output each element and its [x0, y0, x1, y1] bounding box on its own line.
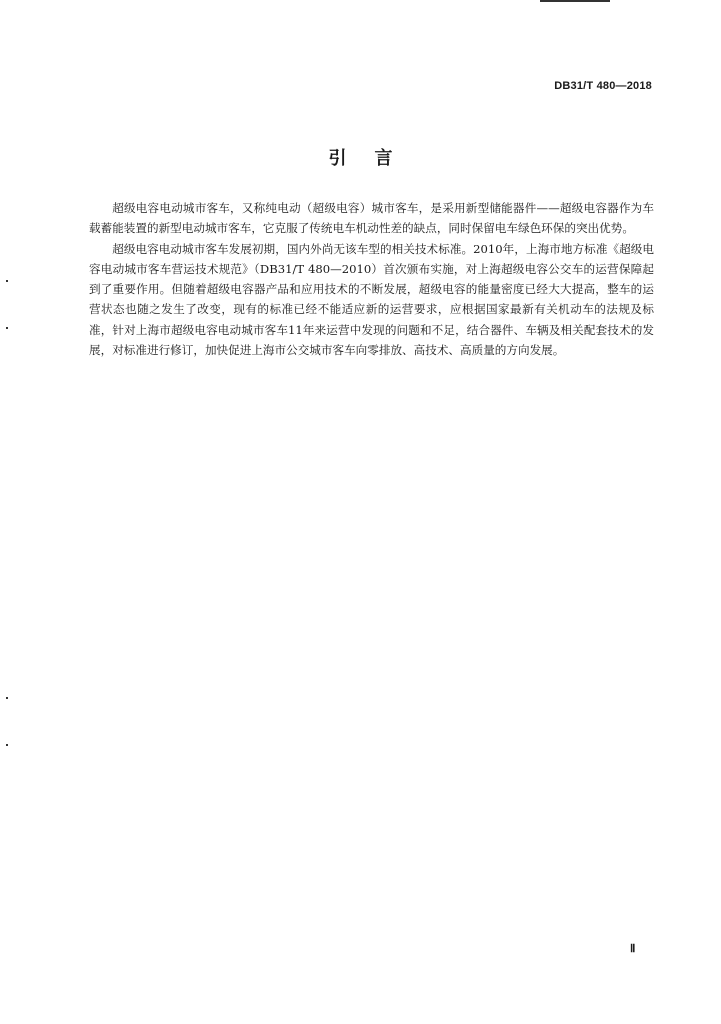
scan-mark-left: [6, 327, 8, 329]
scan-mark-left: [6, 744, 8, 746]
document-code: DB31/T 480—2018: [554, 80, 652, 92]
paragraph: 超级电容电动城市客车，又称纯电动（超级电容）城市客车，是采用新型储能器件——超级电容器作为车载蓄能装置的新型电动城市客车，它克服了传统电车机动性差的缺点，同时保留电车绿色环保的突出优势。: [89, 201, 654, 236]
scan-mark-left: [6, 697, 8, 699]
body-text: [89, 198, 654, 360]
section-title: 引言: [328, 148, 421, 169]
paragraph: 超级电容电动城市客车发展初期，国内外尚无该车型的相关技术标准。2010年，上海市地方标准《超级电容电动城市客车营运技术规范》（DB31/T 480—2010）首次颁布实施，对上海超级电容公交车的运营保障起到了重要作用。但随着超级电容器产品和应用技术的不断发展，超级电容的能量密度已经大大提高，整车的运营状态也随之发生了改变，现有的标准已经不能适应新的运营要求，应根据国家最新有关机动车的法规及标准，针对上海市超级电容电动城市客车11年来运营中发现的问题和不足，结合器件、车辆及相关配套技术的发展，对标准进行修订，加快促进上海市公交城市客车向零排放、高技术、高质量的方向发展。: [89, 241, 654, 358]
scan-mark-top: [540, 0, 610, 2]
page-number: Ⅱ: [630, 943, 636, 955]
scan-mark-left: [6, 280, 8, 282]
